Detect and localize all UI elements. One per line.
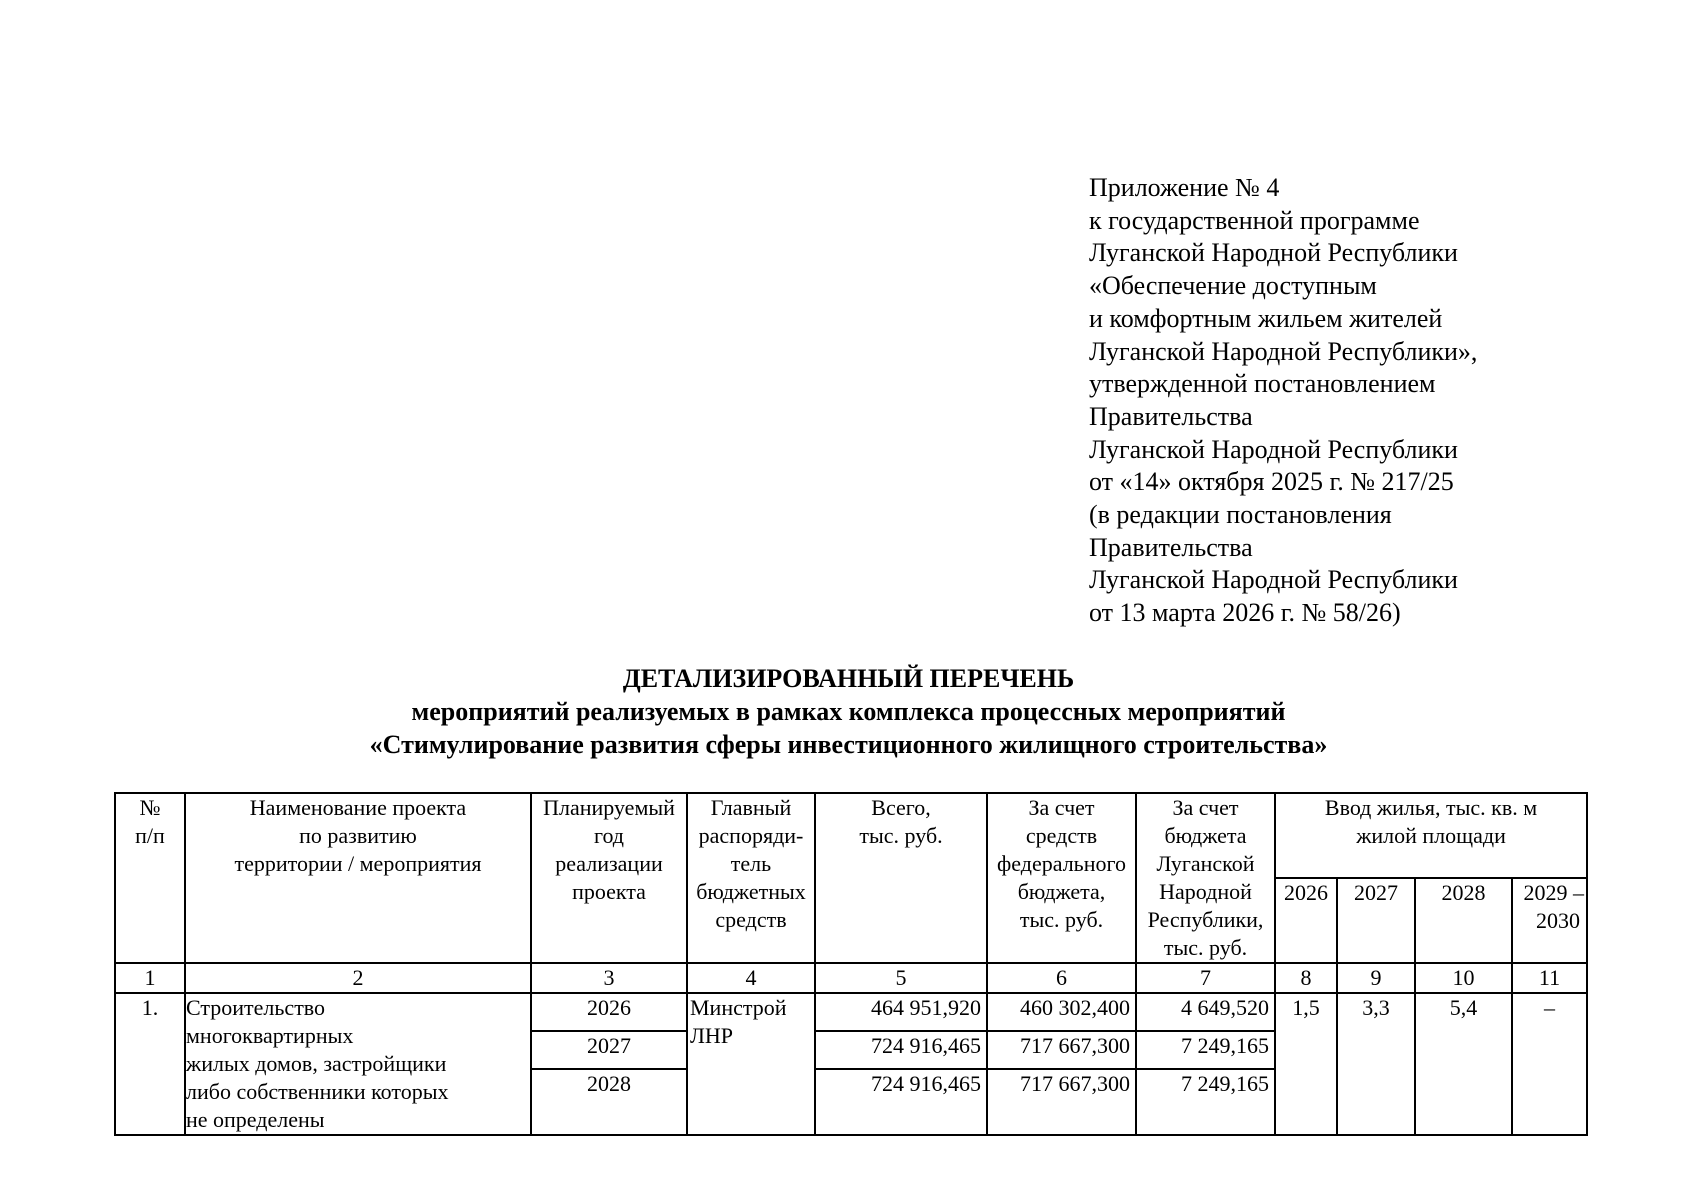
project-name: Строительство многоквартирных жилых домов, застройщики либо собственники которых не определены [185,993,531,1135]
header-year-2028: 2028 [1415,878,1512,963]
column-number: 9 [1337,963,1415,993]
housing-2029-2030: – [1512,993,1587,1135]
housing-2027: 3,3 [1337,993,1415,1135]
project-year: 2026 [531,993,687,1031]
document-heading [0,662,1697,761]
header-year-2027: 2027 [1337,878,1415,963]
appendix-line: от 13 марта 2026 г. № 58/26) [1089,598,1401,628]
appendix-block [1089,172,1477,630]
total-amount: 724 916,465 [815,1069,987,1135]
total-amount: 464 951,920 [815,993,987,1031]
header-housing-commissioning: Ввод жилья, тыс. кв. м жилой площади [1275,793,1587,878]
project-year: 2027 [531,1031,687,1069]
appendix-line: Луганской Народной Республики [1089,238,1458,268]
header-regional-budget: За счет бюджета Луганской Народной Республики, тыс. руб. [1136,793,1275,963]
regional-amount: 7 249,165 [1136,1031,1275,1069]
column-number: 11 [1512,963,1587,993]
appendix-line: к государственной программе [1089,205,1420,235]
regional-amount: 4 649,520 [1136,993,1275,1031]
column-number: 4 [687,963,815,993]
header-year-2029-2030: 2029 – 2030 [1512,878,1587,963]
column-number: 1 [115,963,185,993]
appendix-line: (в редакции постановления [1089,500,1392,530]
column-number: 8 [1275,963,1337,993]
header-total: Всего, тыс. руб. [815,793,987,963]
header-project-name: Наименование проекта по развитию территории / мероприятия [185,793,531,963]
housing-2028: 5,4 [1415,993,1512,1135]
housing-2026: 1,5 [1275,993,1337,1135]
column-number: 2 [185,963,531,993]
appendix-line: и комфортным жильем жителей [1089,303,1443,333]
regional-amount: 7 249,165 [1136,1069,1275,1135]
appendix-line: «Обеспечение доступным [1089,271,1377,301]
appendix-line: Приложение № 4 [1089,173,1280,202]
federal-amount: 717 667,300 [987,1031,1136,1069]
appendix-line: Луганской Народной Республики [1089,434,1458,464]
header-num: № п/п [115,793,185,963]
heading-subtitle: мероприятий реализуемых в рамках комплекса процессных мероприятий [411,697,1286,726]
column-number: 3 [531,963,687,993]
project-num: 1. [115,993,185,1135]
header-federal-budget: За счет средств федерального бюджета, тыс. руб. [987,793,1136,963]
project-manager: Минстрой ЛНР [687,993,815,1135]
heading-title: ДЕТАЛИЗИРОВАННЫЙ ПЕРЕЧЕНЬ [622,664,1075,693]
appendix-line: Правительства [1089,532,1253,562]
header-year-2026: 2026 [1275,878,1337,963]
column-numbers-row [115,963,1587,993]
federal-amount: 460 302,400 [987,993,1136,1031]
header-budget-manager: Главный распоряди- тель бюджетных средств [687,793,815,963]
project-year: 2028 [531,1069,687,1135]
projects-table [114,792,1588,1136]
column-number: 6 [987,963,1136,993]
header-planned-year: Планируемый год реализации проекта [531,793,687,963]
federal-amount: 717 667,300 [987,1069,1136,1135]
total-amount: 724 916,465 [815,1031,987,1069]
column-number: 7 [1136,963,1275,993]
appendix-line: Луганской Народной Республики», [1089,336,1478,366]
column-number: 10 [1415,963,1512,993]
appendix-line: Луганской Народной Республики [1089,565,1458,595]
appendix-line: утвержденной постановлением [1089,369,1436,399]
appendix-line: Правительства [1089,401,1253,431]
appendix-line: от «14» октября 2025 г. № 217/25 [1089,467,1454,497]
table-row [115,993,1587,1031]
heading-program-name: «Стимулирование развития сферы инвестиционного жилищного строительства» [369,730,1328,759]
column-number: 5 [815,963,987,993]
